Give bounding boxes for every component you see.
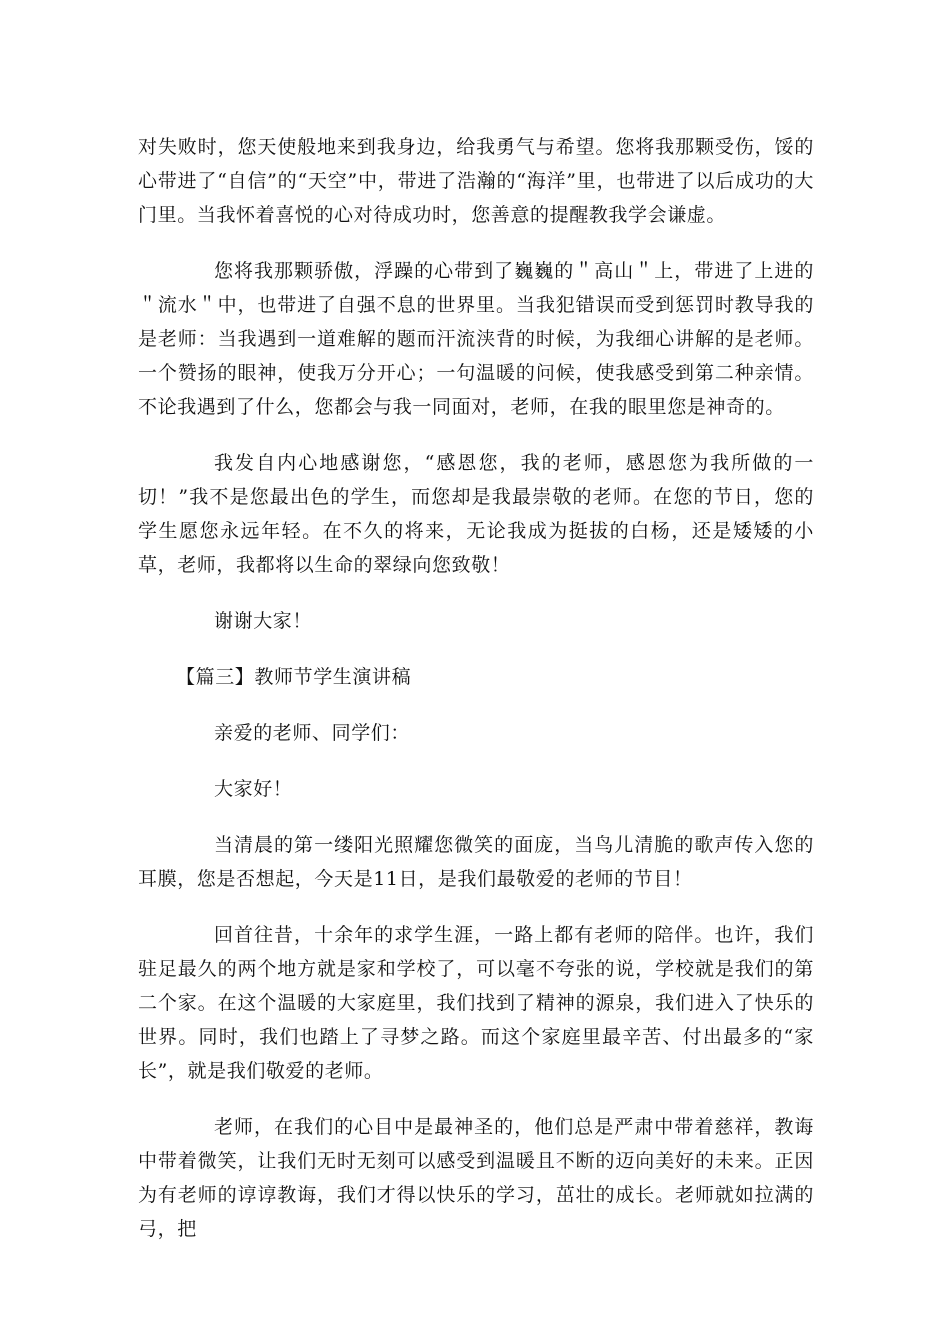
paragraph: 我发自内心地感谢您，“感恩您，我的老师，感恩您为我所做的一切！”我不是您最出色的学生，而您却是我最崇敬的老师。在您的节日，您的学生愿您永远年轻。在不久的将来，无论我成为挺拔的白杨，还是矮矮的小草，老师，我都将以生命的翠绿向您致敬！	[138, 452, 814, 576]
greeting: 大家好！	[214, 778, 293, 800]
paragraph-continuation: 对失败时，您天使般地来到我身边，给我勇气与希望。您将我那颗受伤，馁的心带进了“自信”的“天空”中，带进了浩瀚的“海洋”里，也带进了以后成功的大门里。当我怀着喜悦的心对待成功时，您善意的提醒教我学会谦虚。	[138, 136, 814, 226]
paragraph: 您将我那颗骄傲，浮躁的心带到了巍巍的＂高山＂上，带进了上进的＂流水＂中，也带进了自强不息的世界里。当我犯错误而受到惩罚时教导我的是老师：当我遇到一道难解的题而汗流浃背的时候，为我细心讲解的是老师。一个赞扬的眼神，使我万分开心；一句温暖的问候，使我感受到第二种亲情。不论我遇到了什么，您都会与我一同面对，老师，在我的眼里您是神奇的。	[138, 260, 814, 418]
paragraph: 老师，在我们的心目中是最神圣的，他们总是严肃中带着慈祥，教诲中带着微笑，让我们无时无刻可以感受到温暖且不断的迈向美好的未来。正因为有老师的谆谆教诲，我们才得以快乐的学习，茁壮的成长。老师就如拉满的弓，把	[138, 1116, 814, 1240]
salutation: 亲爱的老师、同学们：	[214, 722, 411, 744]
paragraph: 当清晨的第一缕阳光照耀您微笑的面庞，当鸟儿清脆的歌声传入您的耳膜，您是否想起，今天是11日，是我们最敬爱的老师的节目！	[138, 834, 814, 890]
paragraph: 回首往昔，十余年的求学生涯，一路上都有老师的陪伴。也许，我们驻足最久的两个地方就是家和学校了，可以毫不夸张的说，学校就是我们的第二个家。在这个温暖的大家庭里，我们找到了精神的源泉，我们进入了快乐的世界。同时，我们也踏上了寻梦之路。而这个家庭里最辛苦、付出最多的“家长”，就是我们敬爱的老师。	[138, 924, 814, 1082]
document-body	[138, 130, 814, 1268]
section-heading: 【篇三】教师节学生演讲稿	[176, 666, 412, 688]
closing-line: 谢谢大家！	[214, 610, 313, 632]
